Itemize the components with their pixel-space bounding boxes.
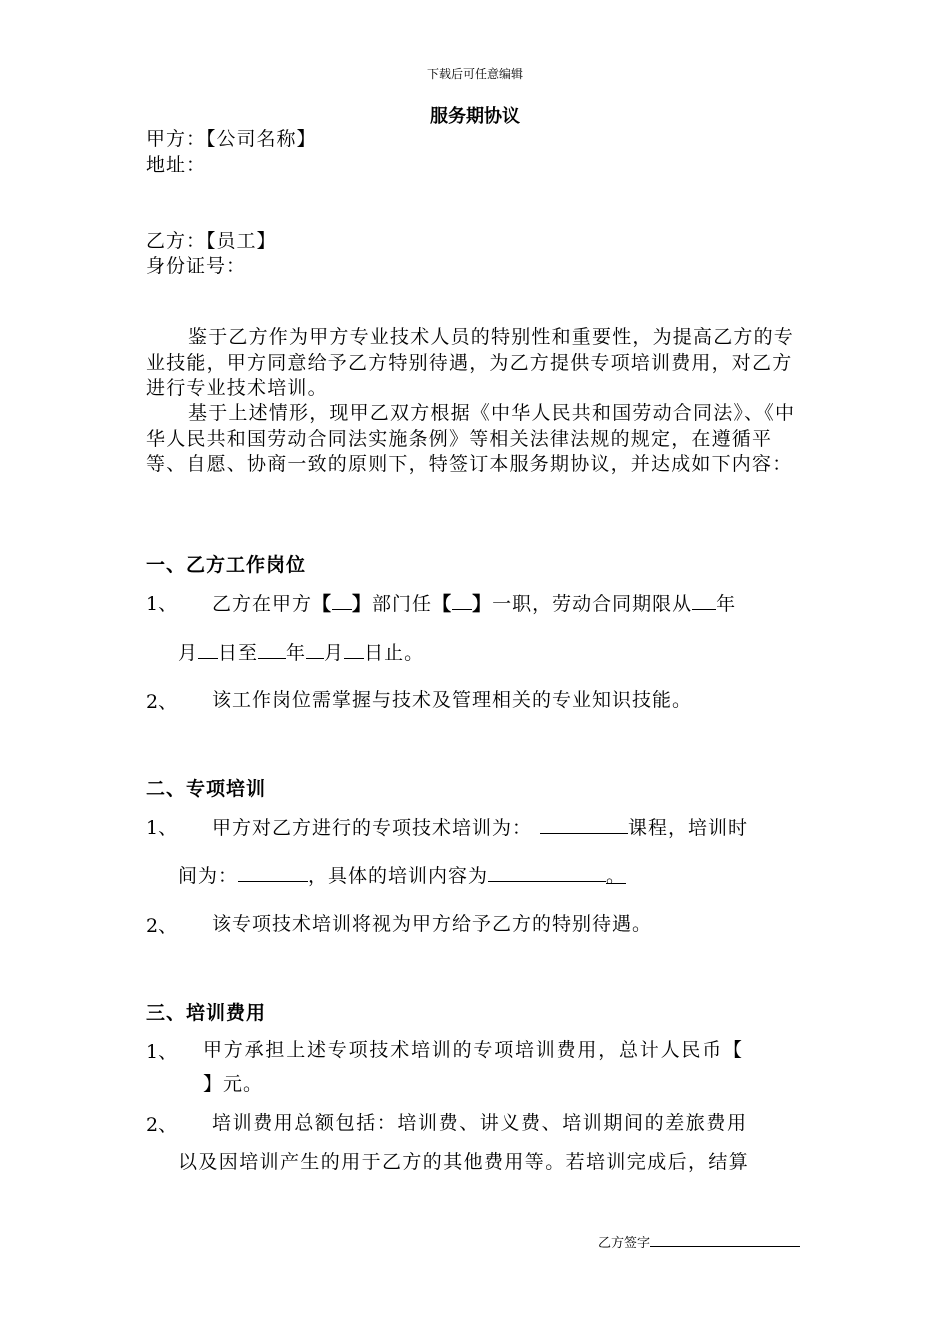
signature-blank[interactable] xyxy=(650,1234,800,1247)
party-a-address: 地址： xyxy=(146,154,207,176)
signature-line xyxy=(598,1232,800,1251)
section-2-item-1-number: 1、 xyxy=(146,817,178,839)
section-3-item-1-cont: 】元。 xyxy=(203,1073,264,1095)
section-2-item-1-line-1 xyxy=(212,813,748,841)
text-fragment: 间为： xyxy=(178,865,239,887)
party-a-label: 甲方：【公司名称】 xyxy=(146,128,317,150)
section-1-item-1-line-1 xyxy=(212,589,736,617)
party-b-label: 乙方：【员工】 xyxy=(146,230,277,252)
text-fragment: 月 xyxy=(324,642,345,664)
text-fragment: 甲方对乙方进行的专项技术培训为： xyxy=(212,817,533,839)
section-3-item-1-text: 甲方承担上述专项技术培训的专项培训费用，总计人民币【 xyxy=(203,1039,744,1061)
text-fragment: 日止。 xyxy=(364,642,425,664)
blank-course[interactable] xyxy=(540,813,628,834)
blank-training-time[interactable] xyxy=(238,861,308,882)
blank-department[interactable] xyxy=(332,589,352,610)
section-2-item-1-line-2 xyxy=(178,861,626,889)
text-fragment: 年 xyxy=(286,642,307,664)
period-mark: 。 xyxy=(606,865,627,887)
text-fragment: 年 xyxy=(716,593,737,615)
section-1-item-2-text: 该工作岗位需掌握与技术及管理相关的专业知识技能。 xyxy=(212,689,693,711)
text-fragment: 部门任 xyxy=(372,593,433,615)
text-fragment: 月 xyxy=(178,642,199,664)
blank-end-day[interactable] xyxy=(344,638,364,659)
blank-training-content[interactable] xyxy=(488,861,606,882)
section-1-item-2-number: 2、 xyxy=(146,691,178,713)
intro-paragraph-1: 鉴于乙方作为甲方专业技术人员的特别性和重要性，为提高乙方的专业技能，甲方同意给予乙方特别待遇，为乙方提供专项培训费用，对乙方进行专业技术培训。 xyxy=(146,326,795,399)
bracket-open: 【 xyxy=(432,593,453,615)
blank-end-year[interactable] xyxy=(258,638,286,659)
section-3-item-2-text: 培训费用总额包括：培训费、讲义费、培训期间的差旅费用 xyxy=(212,1112,748,1134)
bracket-close: 】 xyxy=(352,593,373,615)
section-3-item-2-cont: 以及因培训产生的用于乙方的其他费用等。若培训完成后，结算 xyxy=(178,1151,750,1173)
section-2-item-2-number: 2、 xyxy=(146,915,178,937)
section-2-item-2-text: 该专项技术培训将视为甲方给予乙方的特别待遇。 xyxy=(212,913,653,935)
section-3-heading: 三、培训费用 xyxy=(146,1002,267,1024)
text-fragment: 课程，培训时 xyxy=(628,817,749,839)
text-fragment: 日至 xyxy=(218,642,259,664)
text-fragment: 乙方在甲方 xyxy=(212,593,313,615)
bracket-close: 】 xyxy=(472,593,493,615)
section-3-item-2-number: 2、 xyxy=(146,1114,178,1136)
text-fragment: 一职，劳动合同期限从 xyxy=(492,593,693,615)
text-fragment: ，具体的培训内容为 xyxy=(308,865,489,887)
section-1-item-1-line-2 xyxy=(178,638,424,666)
blank-start-month[interactable] xyxy=(198,638,218,659)
blank-end-month[interactable] xyxy=(306,638,324,659)
page-header: 下载后可任意编辑 xyxy=(426,67,523,81)
blank-start-year[interactable] xyxy=(692,589,716,610)
section-3-item-1-number: 1、 xyxy=(146,1041,178,1063)
section-2-heading: 二、专项培训 xyxy=(146,778,267,800)
section-1-item-1-number: 1、 xyxy=(146,593,178,615)
blank-position[interactable] xyxy=(452,589,472,610)
signature-label: 乙方签字 xyxy=(598,1236,651,1251)
section-1-heading: 一、乙方工作岗位 xyxy=(146,554,307,576)
document-title: 服务期协议 xyxy=(430,106,520,127)
party-b-id: 身份证号： xyxy=(146,255,247,277)
intro-paragraph-2: 基于上述情形，现甲乙双方根据《中华人民共和国劳动合同法》、《中华人民共和国劳动合同法实施条例》等相关法律法规的规定，在遵循平等、自愿、协商一致的原则下，特签订本服务期协议，并达成如下内容： xyxy=(146,402,796,475)
bracket-open: 【 xyxy=(312,593,333,615)
